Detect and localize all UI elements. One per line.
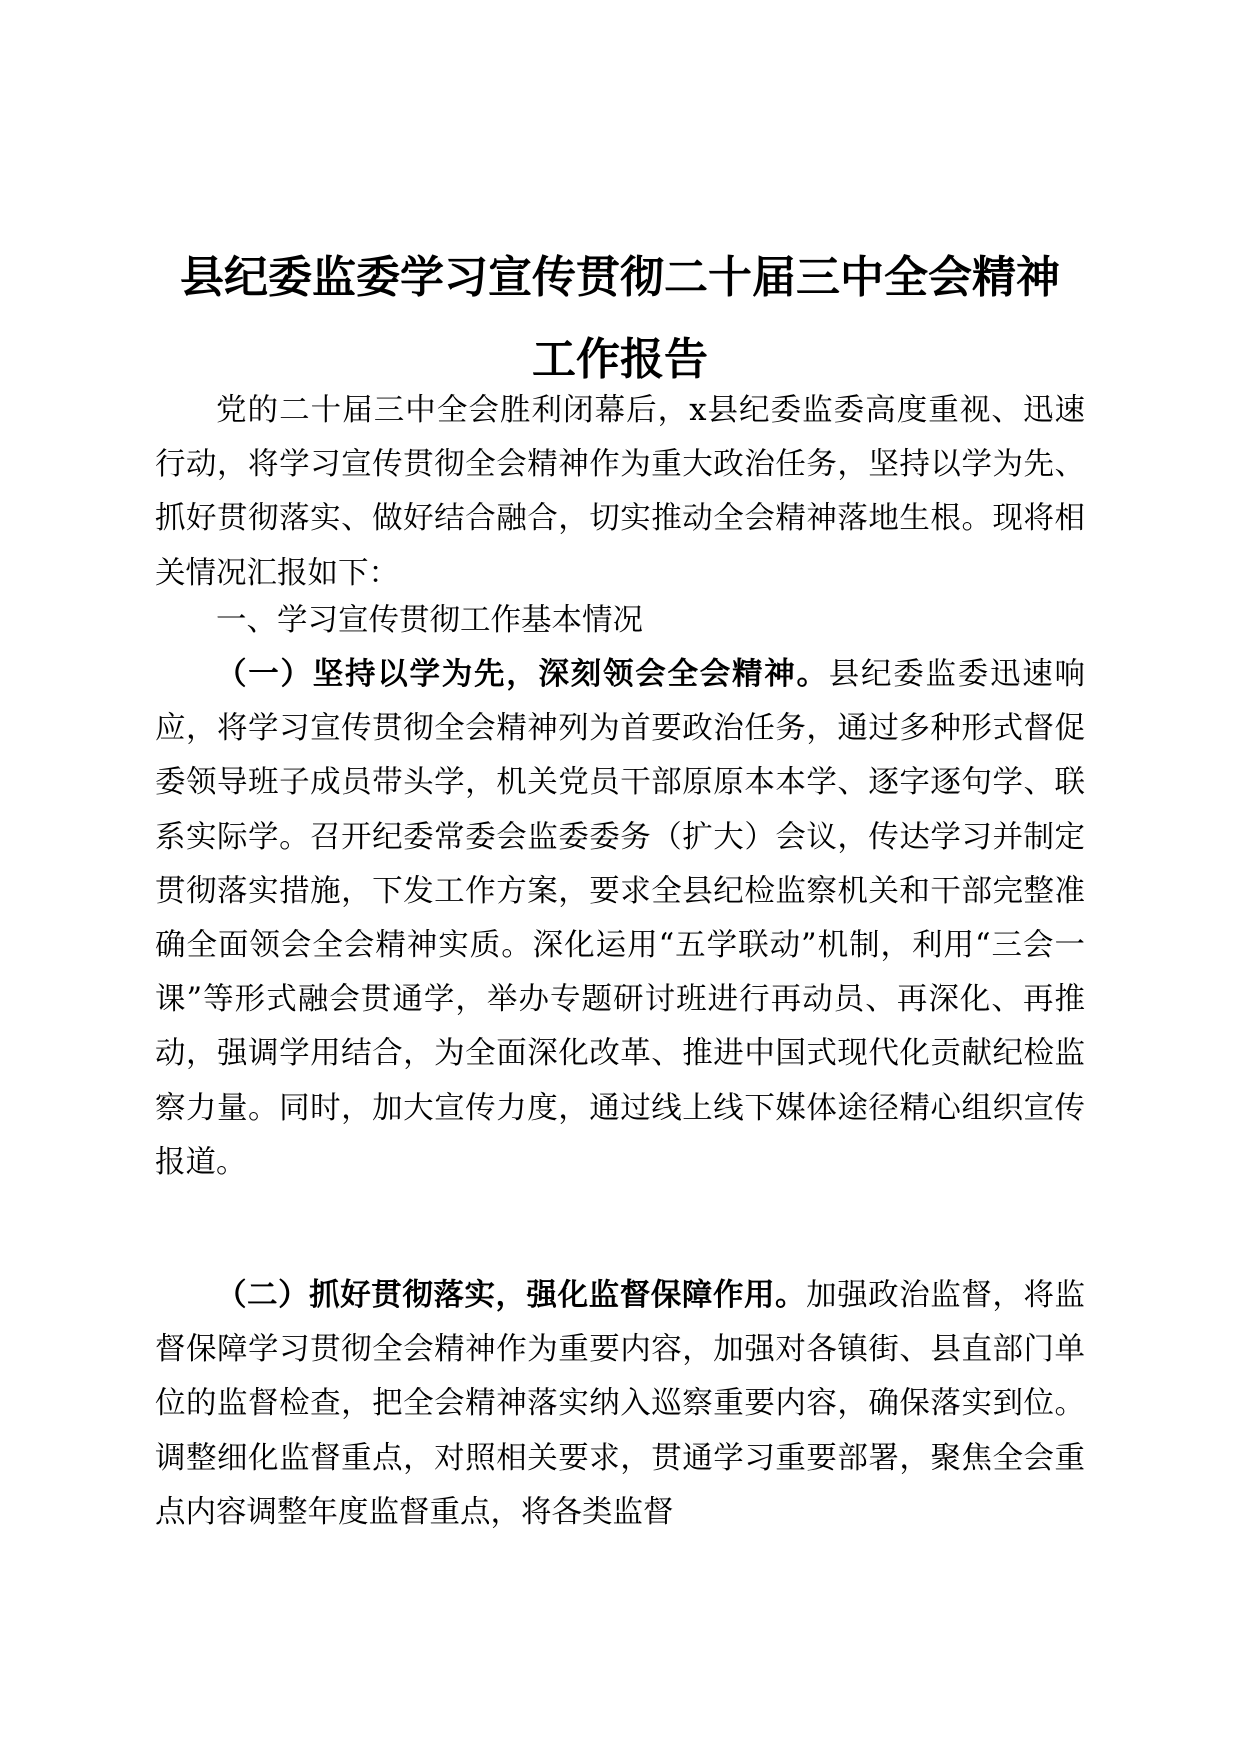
intro-paragraph: 党的二十届三中全会胜利闭幕后，x县纪委监委高度重视、迅速行动，将学习宣传贯彻全会精神作为重大政治任务，坚持以学为先、抓好贯彻落实、做好结合融合，切实推动全会精神落地生根。现将相关情况汇报如下： bbox=[155, 393, 1085, 591]
body-paragraph-2 bbox=[155, 1269, 1085, 1540]
paragraph-1-lead: （一）坚持以学为先，深刻领会全会精神。 bbox=[216, 657, 829, 692]
paragraph-2-body: 加强政治监督，将监督保障学习贯彻全会精神作为重要内容，加强对各镇街、县直部门单位的监督检查，把全会精神落实纳入巡察重要内容，确保落实到位。调整细化监督重点，对照相关要求，贯通学习重要部署，聚焦全会重点内容调整年度监督重点，将各类监督 bbox=[155, 1278, 1086, 1530]
document-title-line-1: 县纪委监委学习宣传贯彻二十届三中全会精神 bbox=[180, 252, 1060, 303]
paragraph-2-lead: （二）抓好贯彻落实，强化监督保障作用。 bbox=[216, 1278, 807, 1313]
body-paragraph-1 bbox=[155, 648, 1085, 1190]
document-title-line-2: 工作报告 bbox=[532, 334, 708, 385]
paragraph-1-body: 县纪委监委迅速响应，将学习宣传贯彻全会精神列为首要政治任务，通过多种形式督促委领导班子成员带头学，机关党员干部原原本本学、逐字逐句学、联系实际学。召开纪委常委会监委委务（扩大）会议，传达学习并制定贯彻落实措施，下发工作方案，要求全县纪检监察机关和干部完整准确全面领会全会精神实质。深化运用“五学联动”机制，利用“三会一课”等形式融会贯通学，举办专题研讨班进行再动员、再深化、再推动，强调学用结合，为全面深化改革、推进中国式现代化贡献纪检监察力量。同时，加大宣传力度，通过线上线下媒体途径精心组织宣传报道。 bbox=[155, 657, 1085, 1180]
section-heading: 一、学习宣传贯彻工作基本情况 bbox=[216, 603, 643, 638]
